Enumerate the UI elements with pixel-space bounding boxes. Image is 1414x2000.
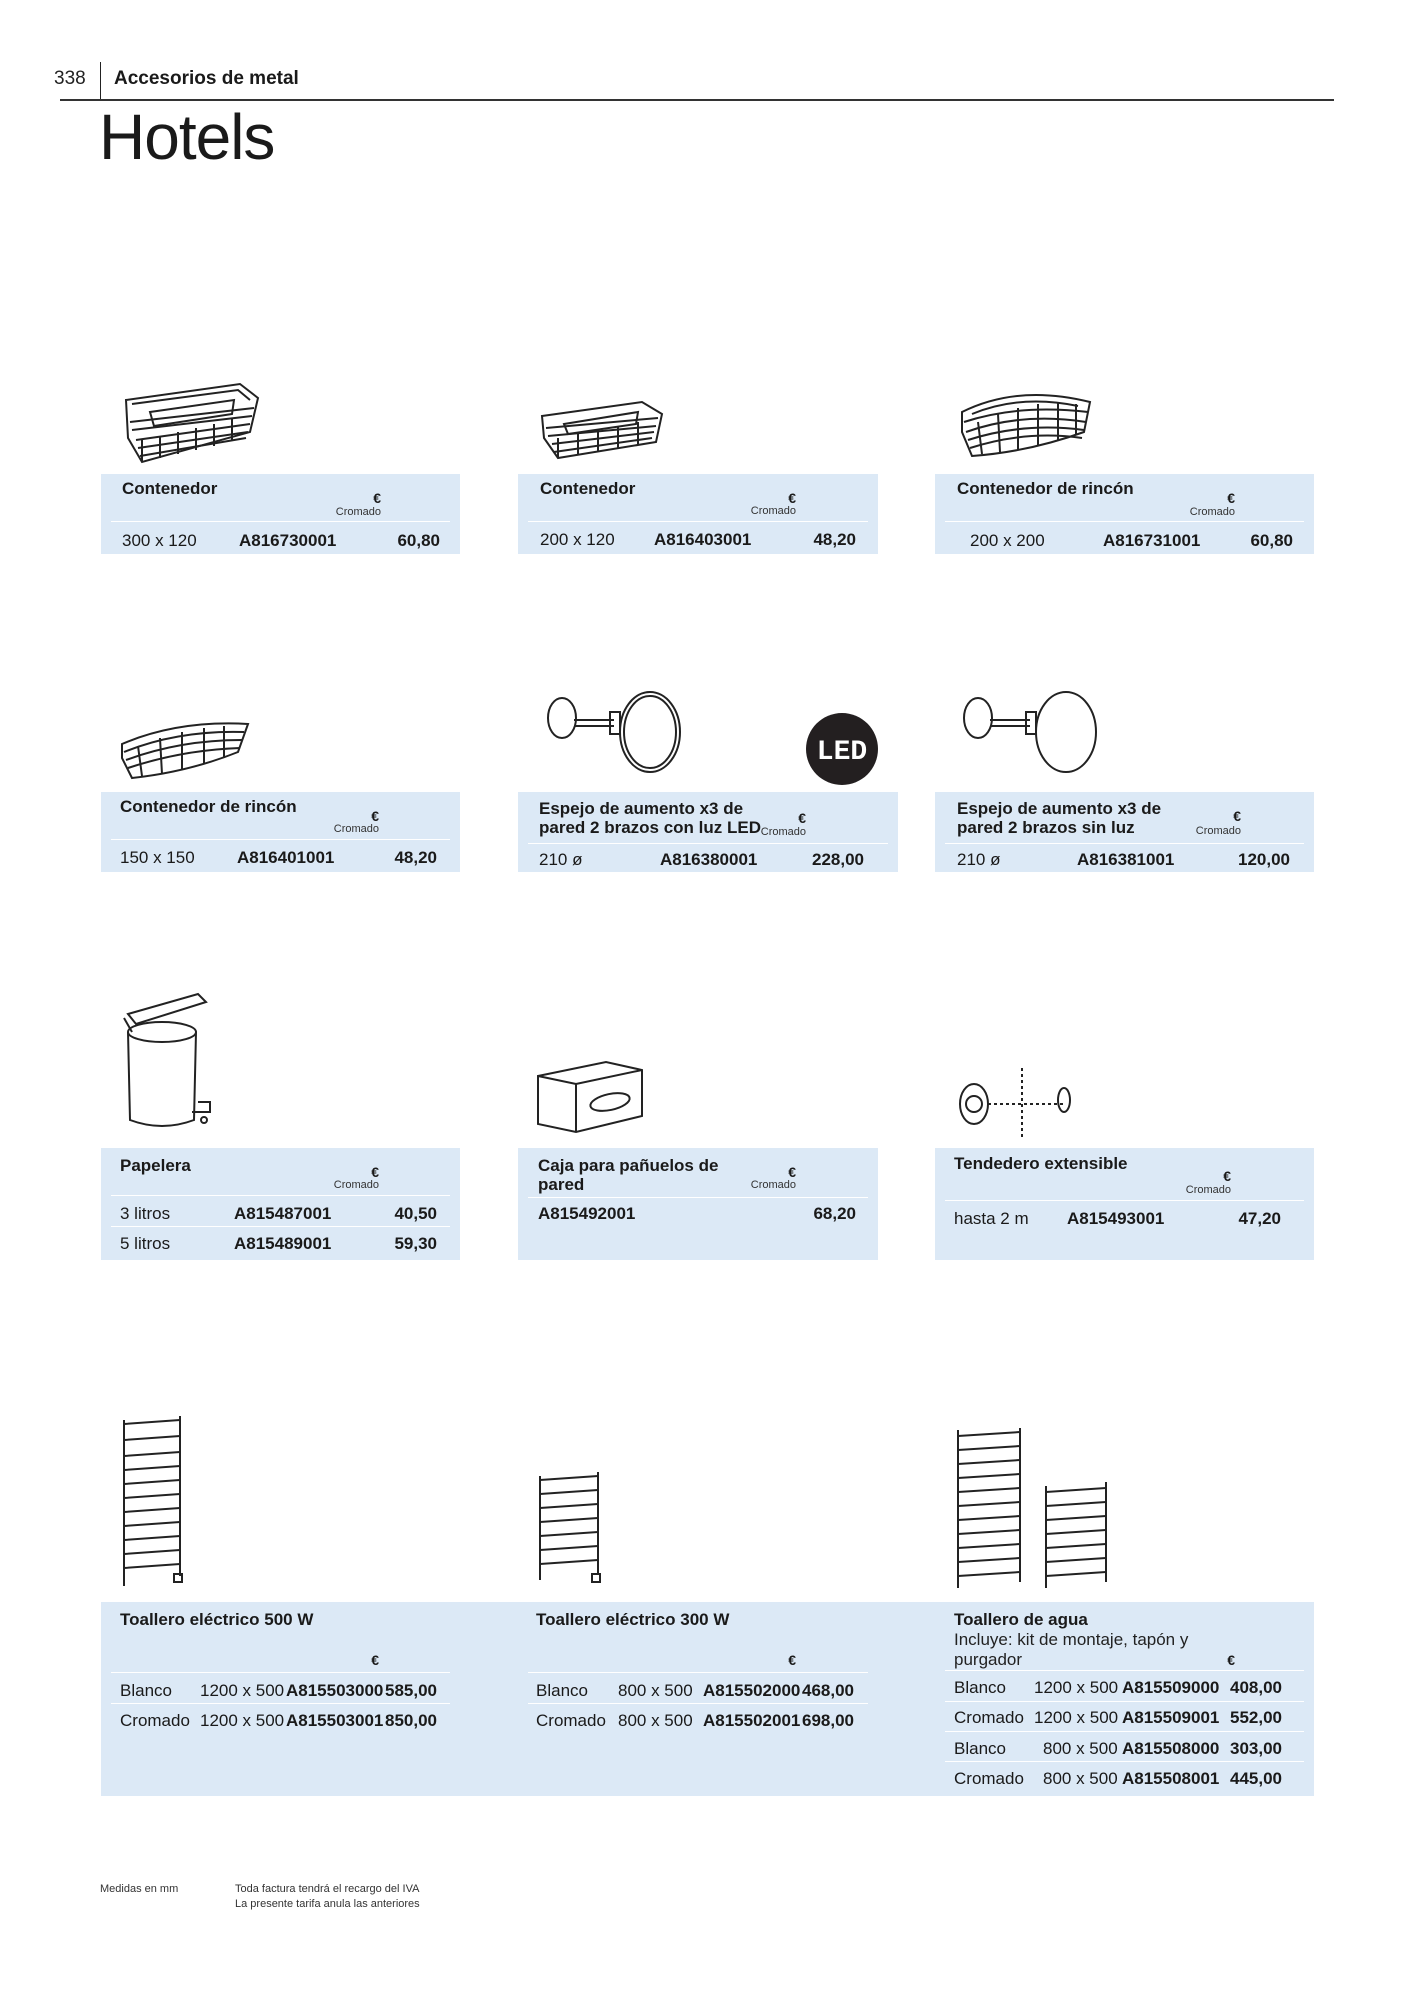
product-title: Espejo de aumento x3 de	[539, 799, 744, 818]
size-cell: 1200 x 500	[1034, 1708, 1119, 1727]
price-row	[101, 531, 460, 555]
price-row	[935, 1209, 1314, 1233]
size-cell: 150 x 150	[120, 848, 195, 867]
size-cell: 800 x 500	[618, 1681, 693, 1700]
page-number: 338	[54, 68, 86, 89]
price-cell: 48,20	[813, 530, 856, 549]
header-divider	[100, 62, 101, 100]
row-divider	[945, 1761, 1304, 1762]
row-divider	[528, 1703, 868, 1704]
corner-basket-200-image	[958, 382, 1096, 460]
row-divider	[528, 1197, 868, 1198]
size-cell: 5 litros	[120, 1234, 171, 1253]
price-row	[101, 1681, 460, 1705]
ref-cell: A816730001	[239, 531, 337, 550]
size-cell: 1200 x 500	[1034, 1678, 1119, 1697]
ref-cell: A815509000	[1122, 1678, 1220, 1697]
size-cell: 300 x 120	[122, 531, 197, 550]
size-cell: 200 x 120	[540, 530, 615, 549]
ref-cell: A815489001	[234, 1234, 332, 1253]
row-divider	[528, 1672, 868, 1673]
price-cell: 850,00	[385, 1711, 437, 1730]
ref-cell: A815492001	[538, 1204, 636, 1223]
price-row	[518, 1711, 878, 1735]
row-divider	[111, 1703, 450, 1704]
ref-cell: A816381001	[1077, 850, 1175, 869]
price-cell: 59,30	[394, 1234, 437, 1253]
currency-label: €	[371, 1652, 379, 1668]
finish-label: Cromado	[333, 1179, 379, 1191]
corner-basket-150-image	[118, 718, 254, 782]
ref-cell: A815493001	[1067, 1209, 1165, 1228]
row-divider	[945, 1731, 1304, 1732]
price-row	[935, 850, 1314, 874]
led-badge-icon	[805, 712, 879, 786]
electric-towel-rail-300-image	[536, 1470, 606, 1588]
footer-note-line2: La presente tarifa anula las anteriores	[235, 1898, 420, 1910]
page-title: Hotels	[99, 101, 275, 173]
currency-label: €	[371, 1164, 379, 1180]
ref-cell: A815502000	[703, 1681, 801, 1700]
size-cell: 3 litros	[120, 1204, 171, 1223]
water-towel-rail-image	[954, 1426, 1120, 1592]
product-subtitle-line2: purgador	[954, 1650, 1023, 1669]
ref-cell: A816401001	[237, 848, 335, 867]
currency-label: €	[1233, 808, 1241, 824]
price-cell: 445,00	[1230, 1769, 1282, 1788]
ref-cell: A816380001	[660, 850, 758, 869]
size-cell: 210 ø	[957, 850, 1001, 869]
size-cell: 1200 x 500	[200, 1681, 285, 1700]
product-title: Contenedor de rincón	[120, 797, 297, 816]
color-cell: Cromado	[954, 1708, 1024, 1727]
color-cell: Cromado	[536, 1711, 606, 1730]
size-cell: 210 ø	[539, 850, 583, 869]
price-cell: 228,00	[812, 850, 864, 869]
product-title: Contenedor de rincón	[957, 479, 1134, 498]
price-row	[518, 530, 878, 554]
size-cell: 800 x 500	[618, 1711, 693, 1730]
ref-cell: A816731001	[1103, 531, 1201, 550]
row-divider	[945, 843, 1304, 844]
mirror-led-image	[544, 688, 684, 778]
product-card-papelera	[101, 1148, 460, 1260]
price-cell: 68,20	[813, 1204, 856, 1223]
color-cell: Cromado	[120, 1711, 190, 1730]
price-row	[101, 1234, 460, 1258]
ref-cell: A815503001	[286, 1711, 384, 1730]
price-row	[935, 1739, 1314, 1763]
wire-basket-300-image	[120, 378, 262, 466]
row-divider	[111, 1672, 450, 1673]
product-title-line2: pared 2 brazos con luz LED	[539, 818, 761, 837]
wire-basket-200-image	[538, 398, 666, 462]
price-cell: 47,20	[1238, 1209, 1281, 1228]
price-cell: 60,80	[1250, 531, 1293, 550]
pedal-bin-image	[118, 990, 222, 1136]
row-divider	[528, 843, 888, 844]
ref-cell: A815502001	[703, 1711, 801, 1730]
currency-label: €	[788, 490, 796, 506]
price-row	[101, 1711, 460, 1735]
product-title: Toallero de agua	[954, 1610, 1088, 1629]
product-title: Toallero eléctrico 300 W	[536, 1610, 730, 1629]
ref-cell: A816403001	[654, 530, 752, 549]
price-cell: 698,00	[802, 1711, 854, 1730]
row-divider	[111, 1195, 450, 1196]
product-card-toallero-300	[518, 1602, 935, 1796]
currency-label: €	[371, 808, 379, 824]
product-card-espejo-led	[518, 792, 898, 872]
finish-label: Cromado	[1189, 506, 1235, 518]
color-cell: Blanco	[120, 1681, 172, 1700]
price-cell: 585,00	[385, 1681, 437, 1700]
ref-cell: A815508000	[1122, 1739, 1220, 1758]
price-cell: 120,00	[1238, 850, 1290, 869]
price-row	[101, 848, 460, 872]
product-card-caja-panuelos	[518, 1148, 878, 1260]
product-card-toallero-agua	[935, 1602, 1314, 1796]
size-cell: 800 x 500	[1043, 1739, 1118, 1758]
product-card-contenedor-rincon-150	[101, 792, 460, 872]
product-title: Contenedor	[122, 479, 218, 498]
price-cell: 468,00	[802, 1681, 854, 1700]
price-cell: 60,80	[397, 531, 440, 550]
footer-note-line1: Toda factura tendrá el recargo del IVA	[235, 1883, 420, 1895]
currency-label: €	[788, 1652, 796, 1668]
product-title: Espejo de aumento x3 de	[957, 799, 1162, 818]
row-divider	[528, 521, 868, 522]
currency-label: €	[1227, 1652, 1235, 1668]
led-badge-label: LED	[816, 737, 868, 768]
ref-cell: A815487001	[234, 1204, 332, 1223]
row-divider	[111, 1226, 450, 1227]
currency-label: €	[798, 810, 806, 826]
price-cell: 552,00	[1230, 1708, 1282, 1727]
row-divider	[945, 1670, 1304, 1671]
color-cell: Blanco	[954, 1678, 1006, 1697]
color-cell: Blanco	[536, 1681, 588, 1700]
price-row	[518, 1681, 878, 1705]
price-row	[101, 1204, 460, 1228]
product-title: Toallero eléctrico 500 W	[120, 1610, 314, 1629]
product-title: Caja para pañuelos de	[538, 1156, 719, 1175]
mirror-no-light-image	[960, 688, 1100, 778]
size-cell: 1200 x 500	[200, 1711, 285, 1730]
currency-label: €	[788, 1164, 796, 1180]
product-title-line2: pared 2 brazos sin luz	[957, 818, 1135, 837]
product-card-tendedero	[935, 1148, 1314, 1260]
section-title: Accesorios de metal	[114, 68, 299, 89]
price-row	[935, 531, 1314, 555]
currency-label: €	[373, 490, 381, 506]
finish-label: Cromado	[333, 823, 379, 835]
finish-label: Cromado	[750, 1179, 796, 1191]
ref-cell: A815503000	[286, 1681, 384, 1700]
product-card-contenedor-rincon-200	[935, 474, 1314, 554]
price-row	[935, 1769, 1314, 1793]
finish-label: Cromado	[760, 826, 806, 838]
size-cell: hasta 2 m	[954, 1209, 1029, 1228]
product-subtitle: Incluye: kit de montaje, tapón y	[954, 1630, 1189, 1649]
currency-label: €	[1227, 490, 1235, 506]
color-cell: Blanco	[954, 1739, 1006, 1758]
clothesline-image	[956, 1066, 1076, 1142]
size-cell: 200 x 200	[970, 531, 1045, 550]
price-cell: 48,20	[394, 848, 437, 867]
currency-label: €	[1223, 1168, 1231, 1184]
price-cell: 40,50	[394, 1204, 437, 1223]
tissue-box-image	[536, 1060, 646, 1136]
ref-cell: A815509001	[1122, 1708, 1220, 1727]
product-card-toallero-500	[101, 1602, 518, 1796]
footer-units: Medidas en mm	[100, 1883, 179, 1895]
row-divider	[945, 1200, 1304, 1201]
color-cell: Cromado	[954, 1769, 1024, 1788]
price-row	[518, 1204, 878, 1228]
finish-label: Cromado	[1195, 825, 1241, 837]
price-cell: 408,00	[1230, 1678, 1282, 1697]
ref-cell: A815508001	[1122, 1769, 1220, 1788]
product-card-espejo-sin-luz	[935, 792, 1314, 872]
price-cell: 303,00	[1230, 1739, 1282, 1758]
product-title-line2: pared	[538, 1175, 585, 1194]
product-title: Tendedero extensible	[954, 1154, 1128, 1173]
product-card-contenedor-300	[101, 474, 460, 554]
row-divider	[945, 521, 1304, 522]
finish-label: Cromado	[750, 505, 796, 517]
product-title: Contenedor	[540, 479, 636, 498]
product-card-contenedor-200	[518, 474, 878, 554]
finish-label: Cromado	[1185, 1184, 1231, 1196]
row-divider	[945, 1701, 1304, 1702]
row-divider	[111, 839, 450, 840]
electric-towel-rail-500-image	[118, 1414, 190, 1590]
price-row	[935, 1708, 1314, 1732]
product-title: Papelera	[120, 1156, 191, 1175]
size-cell: 800 x 500	[1043, 1769, 1118, 1788]
row-divider	[111, 521, 450, 522]
finish-label: Cromado	[335, 506, 381, 518]
price-row	[935, 1678, 1314, 1702]
price-row	[518, 850, 898, 874]
